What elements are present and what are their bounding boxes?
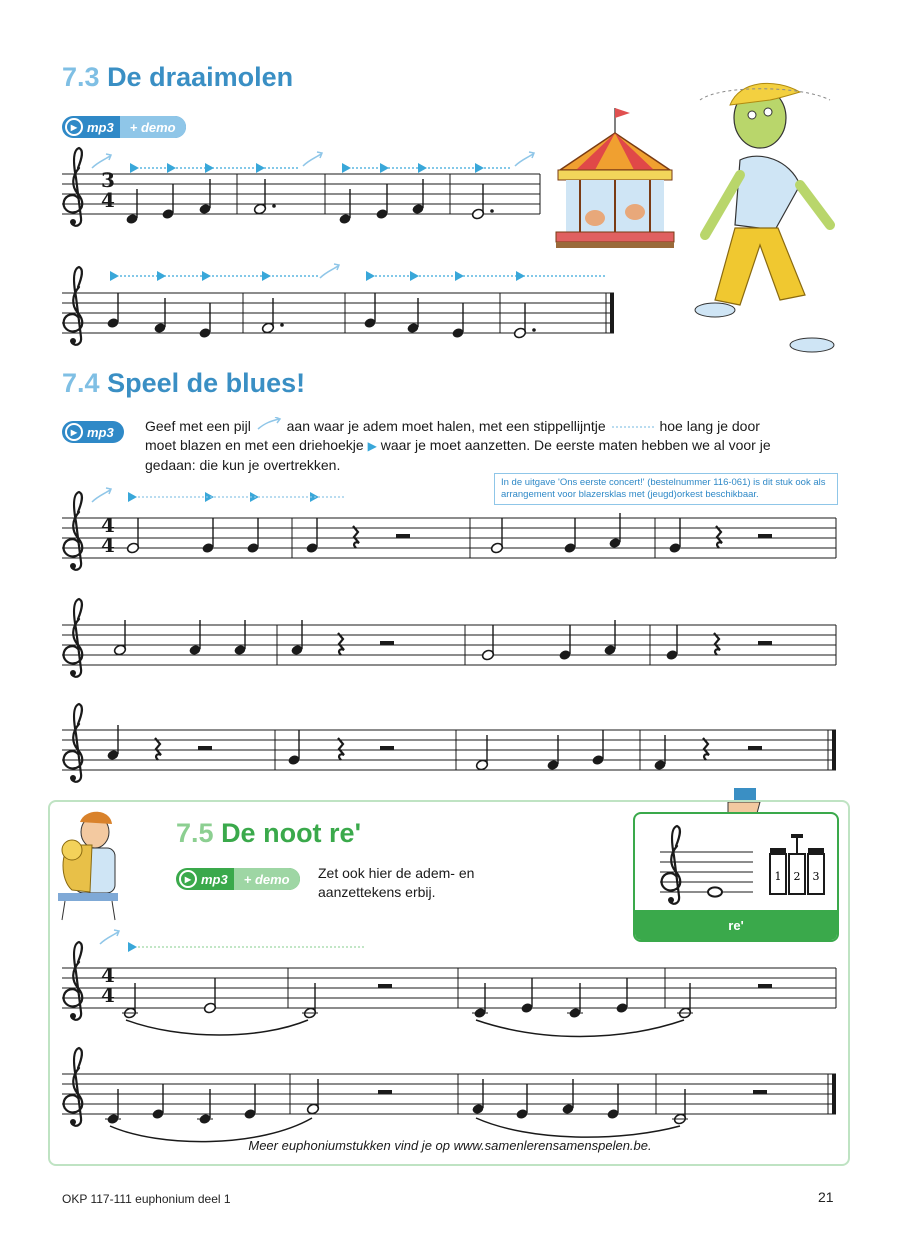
note-card-re (633, 812, 839, 942)
triangle-icon: ▶ (367, 439, 377, 453)
badge-extra: + demo (234, 868, 300, 890)
instruction-part: aan waar je adem moet halen, met een stippellijntje (286, 418, 606, 434)
footer-catalog: OKP 117-111 euphonium deel 1 (62, 1192, 231, 1206)
instruction-text (145, 417, 775, 475)
valve-number: 1 (774, 870, 782, 883)
instruction-text-7-5: Zet ook hier de adem- en aanzettekens erbij. (318, 865, 475, 900)
play-icon: ▶ (65, 118, 83, 136)
play-icon: ▶ (179, 870, 197, 888)
note-card-staff (635, 814, 839, 914)
valve-diagram (770, 834, 824, 894)
section-title: De draaimolen (107, 62, 294, 92)
badge-label: mp3 (201, 871, 228, 887)
valve-number: 3 (812, 870, 820, 883)
staff-7-4-line-2 (62, 599, 836, 677)
page-number: 21 (818, 1189, 834, 1205)
time-sig-top: 4 (101, 963, 115, 987)
time-sig-bottom: 4 (101, 533, 115, 557)
mp3-badge[interactable] (62, 421, 124, 443)
instruction-part: Geef met een pijl (145, 418, 251, 434)
section-7-5-heading (176, 818, 361, 849)
time-sig-bottom: 4 (101, 188, 115, 212)
play-icon: ▶ (65, 423, 83, 441)
valve-number: 2 (793, 870, 801, 883)
note-card-label: re' (635, 910, 837, 940)
section-7-4-heading (62, 368, 305, 399)
mp3-demo-badge[interactable] (176, 868, 300, 890)
section-title: Speel de blues! (107, 368, 306, 398)
staff-7-4-line-3 (62, 704, 836, 782)
time-sig-bottom: 4 (101, 983, 115, 1007)
badge-extra: + demo (120, 116, 186, 138)
section-title: De noot re' (221, 818, 361, 848)
note-box-text: In de uitgave 'Ons eerste concert!' (bestelnummer 116-061) is dit stuk ook als arrangement voor blazersklas met (jeugd)orkest beschikbaar. (501, 477, 826, 500)
instruction-part: waar je moet aanzetten. De eerste maten hebben we al voor je gedaan: die kun je overtrekken. (145, 437, 771, 473)
website-credit: Meer euphoniumstukken vind je op www.samenlerensamenspelen.be. (248, 1138, 652, 1153)
badge-label: mp3 (87, 424, 114, 440)
instruction-part: hoe lang je door moet blazen en met een driehoekje (145, 418, 760, 453)
section-number: 7.3 (62, 62, 100, 92)
badge-label: mp3 (87, 119, 114, 135)
arrangement-note-box (494, 473, 838, 505)
time-sig-top: 4 (101, 513, 115, 537)
section-number: 7.5 (176, 818, 214, 848)
time-signature-7-4 (101, 515, 115, 555)
section-number: 7.4 (62, 368, 100, 398)
time-signature-7-3 (101, 170, 115, 210)
breath-arrow-icon (255, 417, 283, 431)
dizzy-character-illustration (695, 83, 834, 352)
dotted-line-icon (610, 421, 656, 431)
staff-7-3-line-2 (62, 264, 614, 345)
staff-7-3-line-1 (62, 148, 540, 226)
time-sig-top: 3 (101, 168, 115, 192)
carousel-illustration (556, 108, 674, 248)
